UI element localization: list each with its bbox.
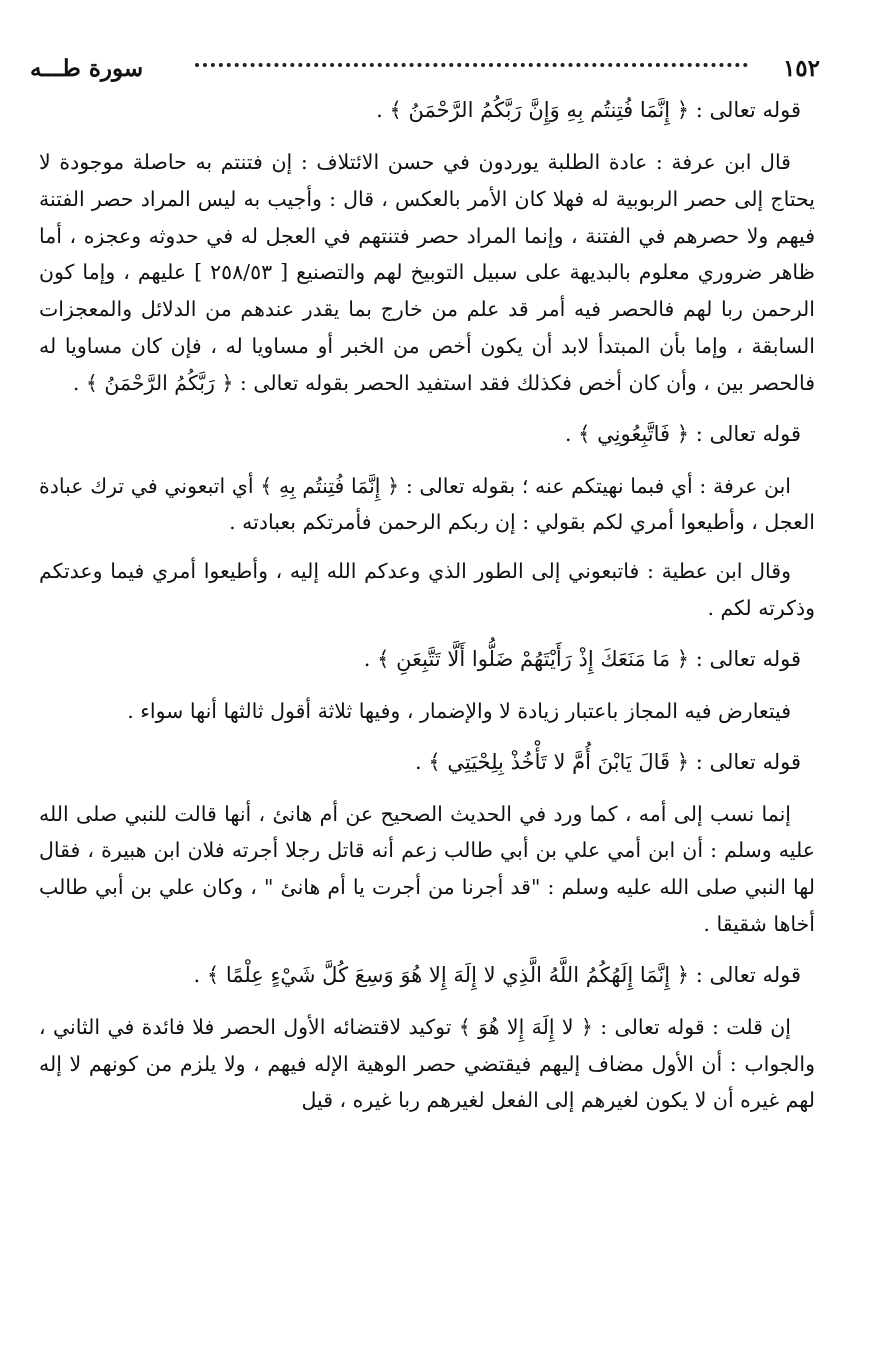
commentary-paragraph: إن قلت : قوله تعالى : ﴿ لا إِلَهَ إِلا هُوَ ﴾ توكيد لاقتضائه الأول الحصر فلا فائدة في الثاني ، والجواب : أن الأول مضاف إليهم فيقتضي حصر الوهية الإله فيهم ، ولا يلزم من كونهم لا إله لهم غيره أن لا يكون لغيرهم إلى الفعل لغيرهم ربا غيره ، قيل xyxy=(39,1014,815,1113)
verse-heading: قوله تعالى : ﴿ إِنَّمَا إِلَهُكُمُ اللَّهُ الَّذِي لا إِلَهَ إِلا هُوَ وَسِعَ كُلَّ شَيْءٍ عِلْمًا ﴾ . xyxy=(193,962,801,987)
verse-heading: قوله تعالى : ﴿ مَا مَنَعَكَ إِذْ رَأَيْتَهُمْ ضَلُّوا أَلَّا تَتَّبِعَنِ ﴾ . xyxy=(363,646,801,671)
verse-heading: قوله تعالى : ﴿ إِنَّمَا فُتِنتُم بِهِ وَإِنَّ رَبَّكُمُ الرَّحْمَنُ ﴾ . xyxy=(376,98,801,122)
surah-title: سورة طـــه xyxy=(30,55,144,82)
commentary-paragraph: فيتعارض فيه المجاز باعتبار زيادة لا والإضمار ، وفيها ثلاثة أقول ثالثها أنها سواء . xyxy=(127,698,791,723)
commentary-paragraph: قال ابن عرفة : عادة الطلبة يوردون في حسن الائتلاف : إن فتنتم به حاصلة موجودة لا يحتاج إلى حصر الربوبية له فهلا كان الأمر بالعكس ، قال : وأجيب به ليس المراد حصر الفتنة فيهم ولا حصرهم في الفتنة ، وإنما المراد حصر فتنتهم في العجل له في حدوثه وعجزه ، أما ظاهر ضروري معلوم بالبديهة على سبيل التوبيخ لهم والتصنيع [ ٢٥٨/٥٣ ] عليهم ، وإما كون الرحمن ربا لهم فالحصر فيه أمر قد علم من خارج بما يقدر عندهم من الدلائل والمعجزات السابقة ، وإما بأن المبتدأ لابد أن يكون أخص من الخبر أو مساويا له ، فإن كان مساويا له فالحصر بين ، وأن كان أخص فكذلك فقد استفيد الحصر بقوله تعالى : ﴿ رَبَّكُمُ الرَّحْمَنُ ﴾ . xyxy=(39,150,815,395)
page-body xyxy=(39,90,815,1131)
header-dotted-rule xyxy=(195,62,748,67)
commentary-paragraph: وقال ابن عطية : فاتبعوني إلى الطور الذي وعدكم الله إليه ، وأطيعوا أمري فيما وعدتكم وذكرته لكم . xyxy=(39,559,815,620)
page-header xyxy=(30,52,820,86)
verse-heading: قوله تعالى : ﴿ فَاتَّبِعُونِي ﴾ . xyxy=(564,421,801,446)
commentary-paragraph: ابن عرفة : أي فبما نهيتكم عنه ؛ بقوله تعالى : ﴿ إِنَّمَا فُتِنتُم بِهِ ﴾ أي اتبعوني في ترك عبادة العجل ، وأطيعوا أمري لكم بقولي : إن ربكم الرحمن فأمرتكم بعبادته . xyxy=(39,473,815,535)
verse-heading: قوله تعالى : ﴿ قَالَ يَابْنَ أُمَّ لا تَأْخُذْ بِلِحْيَتِي ﴾ . xyxy=(415,749,801,774)
page-number: ١٥٢ xyxy=(782,55,820,82)
commentary-paragraph: إنما نسب إلى أمه ، كما ورد في الحديث الصحيح عن أم هانئ ، أنها قالت للنبي صلى الله عليه وسلم : أن ابن أمي علي بن أبي طالب زعم أنه قاتل رجلا أجرته فلان ابن هبيرة ، فقال لها النبي صلى الله عليه وسلم : "قد أجرنا من أجرت يا أم هانئ " ، وكان علي بن أبي طالب أخاها شقيقا . xyxy=(39,801,815,936)
